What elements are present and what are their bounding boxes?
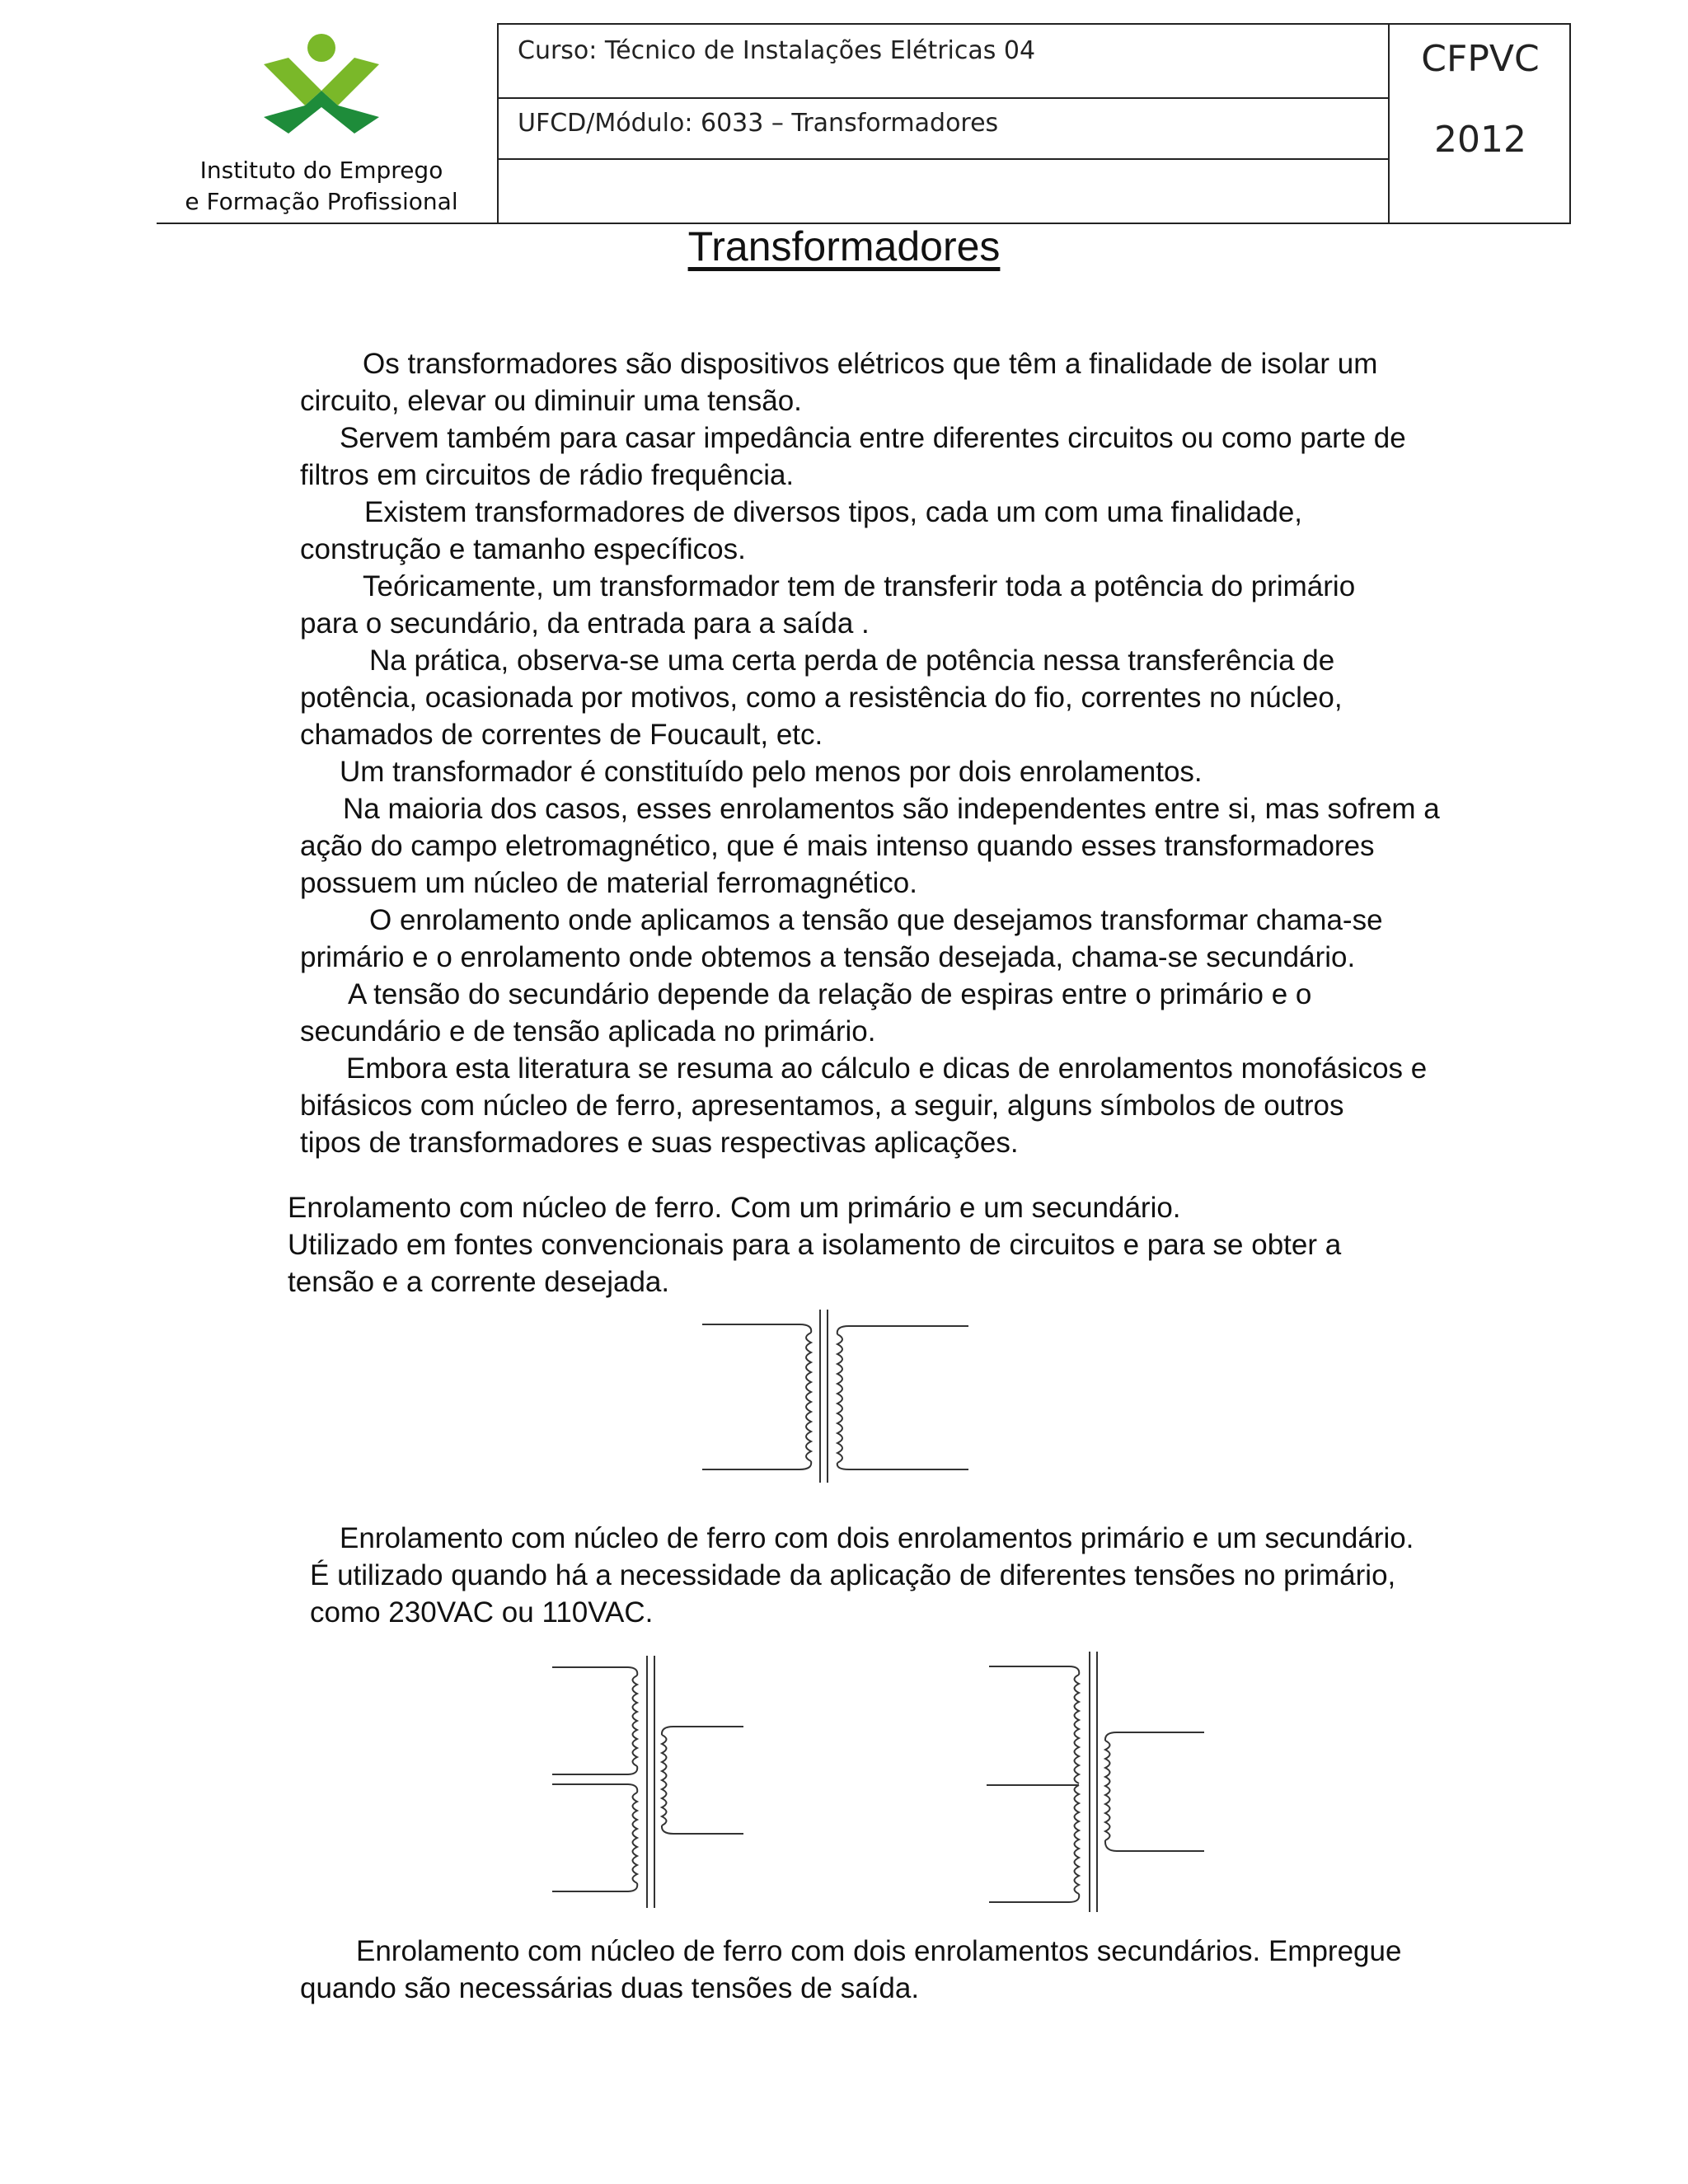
intro-line: filtros em circuitos de rádio frequência. [300,459,795,491]
intro-line: ação do campo eletromagnético, que é mais intenso quando esses transformadores [300,830,1375,862]
transformer-diagram-3 [985,1648,1216,1920]
intro-line: O enrolamento onde aplicamos a tensão que desejamos transformar chama-se [369,904,1383,936]
primary-coil [799,1324,811,1469]
intro-line: Existem transformadores de diversos tipos, cada um com uma finalidade, [364,496,1303,528]
intro-line: Os transformadores são dispositivos elétricos que têm a finalidade de isolar um [363,348,1378,380]
transformer-diagram-2 [548,1652,754,1916]
intro-line: bifásicos com núcleo de ferro, apresentamos, a seguir, alguns símbolos de outros [300,1090,1344,1122]
header-row-divider-1 [497,97,1390,99]
intro-line: Um transformador é constituído pelo menos por dois enrolamentos. [340,756,1203,788]
section-3-line: quando são necessárias duas tensões de saída. [300,1972,920,2004]
section-1-line: Enrolamento com núcleo de ferro. Com um primário e um secundário. [288,1192,1181,1224]
intro-line: possuem um núcleo de material ferromagnético. [300,867,917,899]
intro-text [300,345,1512,1161]
institution-name [165,155,478,218]
intro-line: tipos de transformadores e suas respectivas aplicações. [300,1127,1019,1159]
header-row-divider-2 [497,158,1390,160]
intro-line: secundário e de tensão aplicada no primário. [300,1015,876,1047]
section-1-text [288,1189,1458,1301]
logo-head-icon [307,34,335,62]
intro-line: Na maioria dos casos, esses enrolamentos são independentes entre si, mas sofrem a [343,793,1440,825]
intro-line: primário e o enrolamento onde obtemos a tensão desejada, chama-se secundário. [300,941,1356,973]
section-1-line: tensão e a corrente desejada. [288,1266,670,1298]
institution-line-2: e Formação Profissional [185,188,458,215]
primary-coil-lower [1069,1785,1079,1902]
intro-line: construção e tamanho específicos. [300,533,746,565]
module-label: UFCD/Módulo: 6033 – Transformadores [518,109,999,138]
page-title-wrap [0,223,1688,270]
primary1-coil [627,1667,637,1774]
intro-line: Servem também para casar impedância entre diferentes circuitos ou como parte de [340,422,1406,454]
secondary-coil [837,1326,849,1469]
page-title: Transformadores [687,223,1001,269]
intro-line: para o secundário, da entrada para a saída . [300,607,870,640]
section-2-line: Enrolamento com núcleo de ferro com dois enrolamentos primário e um secundário. [340,1522,1414,1554]
intro-line: circuito, elevar ou diminuir uma tensão. [300,385,802,417]
intro-line: Embora esta literatura se resuma ao cálculo e dicas de enrolamentos monofásicos e [346,1052,1428,1085]
secondary-coil [662,1727,673,1834]
section-1-line: Utilizado em fontes convencionais para a isolamento de circuitos e para se obter a [288,1229,1342,1261]
primary2-coil [627,1784,637,1891]
logo-right-arm-icon [321,58,379,105]
intro-line: Teóricamente, um transformador tem de transferir toda a potência do primário [363,570,1356,602]
center-code: CFPVC [1421,38,1540,80]
course-label: Curso: Técnico de Instalações Elétricas 04 [518,36,1036,65]
section-3-line: Enrolamento com núcleo de ferro com dois enrolamentos secundários. Empregue [356,1935,1402,1967]
primary-coil-upper [1069,1666,1079,1783]
intro-line: Na prática, observa-se uma certa perda de potência nessa transferência de [369,644,1335,677]
intro-line: chamados de correntes de Foucault, etc. [300,719,823,751]
intro-line: potência, ocasionada por motivos, como a resistência do fio, correntes no núcleo, [300,682,1343,714]
logo-left-arm-icon [264,58,321,105]
transformer-diagram-1 [701,1306,981,1488]
secondary-coil [1105,1732,1117,1851]
header-left-divider [497,23,499,224]
section-2-line: como 230VAC ou 110VAC. [310,1596,654,1629]
header-top-border [497,23,1571,25]
intro-line: A tensão do secundário depende da relação de espiras entre o primário e o [348,978,1312,1010]
section-2-line: É utilizado quando há a necessidade da aplicação de diferentes tensões no primário, [310,1559,1396,1591]
section-3-text [300,1933,1512,2007]
section-2-text [310,1520,1480,1631]
institution-line-1: Instituto do Emprego [199,157,443,184]
year: 2012 [1434,119,1526,161]
